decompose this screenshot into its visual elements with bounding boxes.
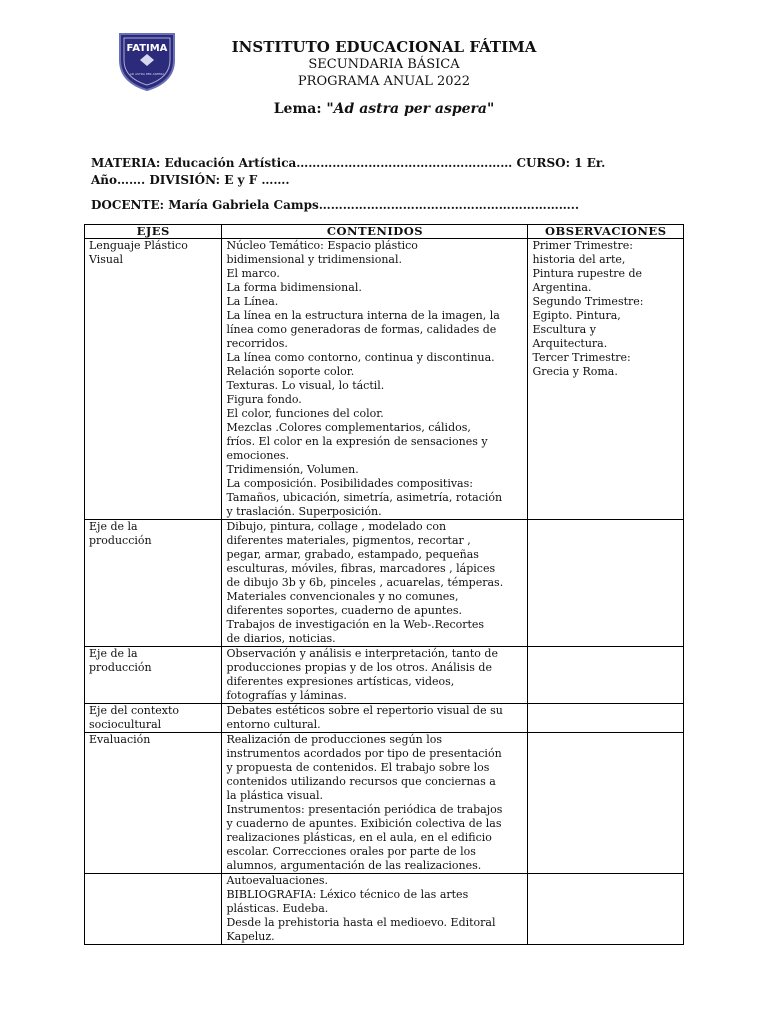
level-title: SECUNDARIA BÁSICA: [308, 57, 460, 72]
table-row: [85, 239, 684, 520]
contenidos-cell: [222, 520, 528, 647]
cell-line: Relación soporte color.: [226, 365, 355, 378]
cell-line: alumnos, argumentación de las realizaciones.: [226, 859, 482, 872]
cell-line: Egipto. Pintura,: [532, 309, 621, 322]
cell-line: plásticas. Eudeba.: [226, 902, 329, 915]
cell-line: diferentes expresiones artísticas, videos,: [226, 675, 455, 688]
cell-line: Evaluación: [89, 733, 151, 746]
observaciones-cell: [528, 647, 684, 704]
cell-line: y traslación. Superposición.: [226, 505, 382, 518]
cell-line: producción: [89, 661, 152, 674]
eje-cell: [85, 874, 222, 945]
cell-line: El color, funciones del color.: [226, 407, 384, 420]
contenidos-cell: [222, 239, 528, 520]
cell-line: Instrumentos: presentación periódica de trabajos: [226, 803, 503, 816]
cell-line: producción: [89, 534, 152, 547]
cell-line: Visual: [89, 253, 124, 266]
cell-line: La composición. Posibilidades compositivas:: [226, 477, 473, 490]
cell-line: La forma bidimensional.: [226, 281, 362, 294]
cell-line: Trabajos de investigación en la Web-.Recortes: [226, 618, 485, 631]
lema: [160, 101, 608, 117]
cell-line: de diarios, noticias.: [226, 632, 336, 645]
cell-line: Lenguaje Plástico: [89, 239, 188, 252]
cell-line: Arquitectura.: [532, 337, 608, 350]
lema-text: "Ad astra per aspera": [326, 101, 495, 117]
cell-line: Eje de la: [89, 647, 138, 660]
cell-line: Escultura y: [532, 323, 596, 336]
cell-line: Tercer Trimestre:: [532, 351, 631, 364]
program-title: PROGRAMA ANUAL 2022: [297, 74, 471, 89]
cell-line: de dibujo 3b y 6b, pinceles , acuarelas, témperas.: [226, 576, 504, 589]
cell-line: Kapeluz.: [226, 930, 275, 943]
lema-label: Lema:: [273, 101, 322, 117]
observaciones-cell: [528, 704, 684, 733]
observaciones-cell: [528, 520, 684, 647]
table-row: [85, 647, 684, 704]
cell-line: Tamaños, ubicación, simetría, asimetría, rotación: [226, 491, 503, 504]
table-row: [85, 874, 684, 945]
cell-line: contenidos utilizando recursos que conciernas a: [226, 775, 496, 788]
contenidos-cell: [222, 874, 528, 945]
observaciones-cell: [528, 239, 684, 520]
cell-line: y propuesta de contenidos. El trabajo sobre los: [226, 761, 490, 774]
contenidos-cell: [222, 704, 528, 733]
cell-line: bidimensional y tridimensional.: [226, 253, 402, 266]
cell-line: entorno cultural.: [226, 718, 321, 731]
subject-info: [91, 155, 691, 189]
cell-line: producciones propias y de los otros. Análisis de: [226, 661, 492, 674]
cell-line: emociones.: [226, 449, 290, 462]
cell-line: BIBLIOGRAFIA: Léxico técnico de las artes: [226, 888, 469, 901]
contenidos-cell: [222, 647, 528, 704]
cell-line: Mezclas .Colores complementarios, cálidos,: [226, 421, 471, 434]
cell-line: escolar. Correcciones orales por parte de los: [226, 845, 476, 858]
cell-line: Tridimensión, Volumen.: [226, 463, 359, 476]
header-observaciones: OBSERVACIONES: [528, 225, 684, 239]
subject-line: MATERIA: Educación Artística……………………………………………… CURSO: 1 Er.: [91, 156, 606, 170]
eje-cell: [85, 733, 222, 874]
logo-text: FATIMA: [126, 43, 168, 54]
teacher-line: DOCENTE: María Gabriela Camps………………………………………………………..: [91, 198, 580, 212]
eje-cell: [85, 520, 222, 647]
cell-line: La Línea.: [226, 295, 279, 308]
cell-line: Figura fondo.: [226, 393, 302, 406]
cell-line: esculturas, móviles, fibras, marcadores , lápices: [226, 562, 496, 575]
cell-line: Autoevaluaciones.: [226, 874, 329, 887]
cell-line: diferentes materiales, pigmentos, recortar ,: [226, 534, 471, 547]
contenidos-cell: [222, 733, 528, 874]
cell-line: historia del arte,: [532, 253, 626, 266]
table-row: [85, 520, 684, 647]
cell-line: instrumentos acordados por tipo de presentación: [226, 747, 502, 760]
cell-line: La línea como contorno, continua y discontinua.: [226, 351, 495, 364]
table-row: [85, 733, 684, 874]
cell-line: Materiales convencionales y no comunes,: [226, 590, 459, 603]
eje-cell: [85, 704, 222, 733]
header-ejes: EJES: [85, 225, 222, 239]
cell-line: Texturas. Lo visual, lo táctil.: [226, 379, 385, 392]
teacher-info: [91, 197, 691, 214]
year-division-line: Año……. DIVISIÓN: E y F …….: [91, 173, 290, 187]
table-header-row: [85, 225, 684, 239]
cell-line: Argentina.: [532, 281, 592, 294]
cell-line: Eje de la: [89, 520, 138, 533]
cell-line: Observación y análisis e interpretación, tanto de: [226, 647, 498, 660]
cell-line: pegar, armar, grabado, estampado, pequeñas: [226, 548, 479, 561]
cell-line: línea como generadoras de formas, calidades de: [226, 323, 497, 336]
cell-line: recorridos.: [226, 337, 288, 350]
table-row: [85, 704, 684, 733]
cell-line: Primer Trimestre:: [532, 239, 633, 252]
cell-line: Eje del contexto: [89, 704, 180, 717]
observaciones-cell: [528, 733, 684, 874]
cell-line: El marco.: [226, 267, 280, 280]
table-body: [85, 239, 684, 945]
cell-line: Núcleo Temático: Espacio plástico: [226, 239, 418, 252]
document-header: [160, 38, 608, 90]
cell-line: Pintura rupestre de: [532, 267, 643, 280]
program-table: [84, 224, 684, 945]
cell-line: fríos. El color en la expresión de sensaciones y: [226, 435, 488, 448]
cell-line: realizaciones plásticas, en el aula, en el edificio: [226, 831, 492, 844]
cell-line: Debates estéticos sobre el repertorio visual de su: [226, 704, 503, 717]
cell-line: Desde la prehistoria hasta el medioevo. Editoral: [226, 916, 496, 929]
cell-line: la plástica visual.: [226, 789, 323, 802]
cell-line: y cuaderno de apuntes. Exibición colectiva de las: [226, 817, 502, 830]
institution-name: INSTITUTO EDUCACIONAL FÁTIMA: [231, 38, 537, 56]
cell-line: fotografías y láminas.: [226, 689, 347, 702]
header-contenidos: CONTENIDOS: [222, 225, 528, 239]
cell-line: La línea en la estructura interna de la imagen, la: [226, 309, 500, 322]
eje-cell: [85, 647, 222, 704]
logo-motto: AD ASTRA PER ASPERA: [129, 72, 165, 76]
eje-cell: [85, 239, 222, 520]
cell-line: Dibujo, pintura, collage , modelado con: [226, 520, 447, 533]
cell-line: Segundo Trimestre:: [532, 295, 644, 308]
cell-line: Realización de producciones según los: [226, 733, 443, 746]
cell-line: sociocultural: [89, 718, 162, 731]
observaciones-cell: [528, 874, 684, 945]
cell-line: Grecia y Roma.: [532, 365, 618, 378]
cell-line: diferentes soportes, cuaderno de apuntes.: [226, 604, 462, 617]
